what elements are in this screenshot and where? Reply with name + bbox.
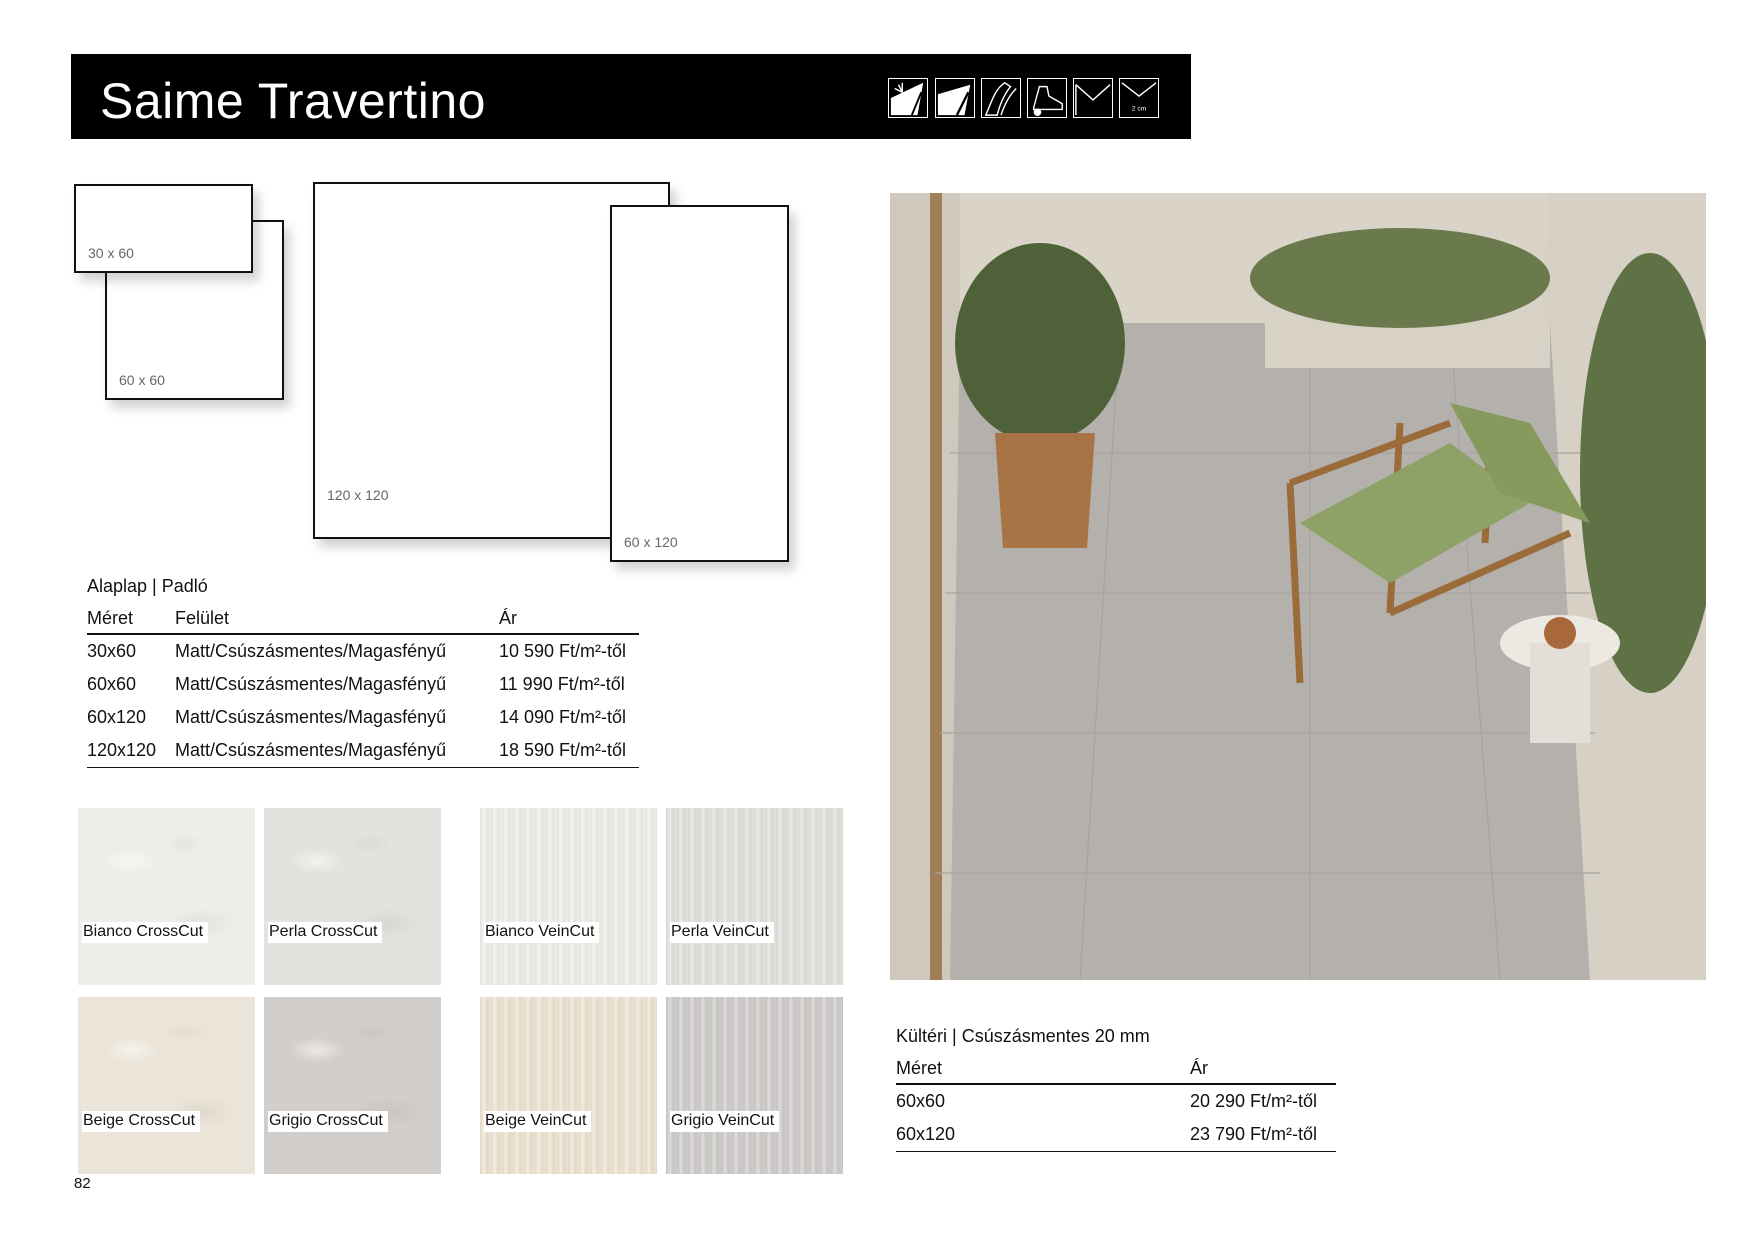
swatch-perla-crosscut[interactable]: [264, 808, 441, 985]
page-number: 82: [74, 1175, 91, 1192]
table-row: [87, 701, 639, 734]
outdoor-table-caption: Kültéri | Csúszásmentes 20 mm: [896, 1026, 1150, 1046]
size-cell: 60x120: [87, 707, 147, 727]
size-cell: 60x120: [896, 1118, 1190, 1152]
price-cell: 10 590 Ft/m²-től: [499, 641, 627, 661]
size-cell: 30x60: [87, 641, 137, 661]
column-header-size: Méret: [896, 1058, 1190, 1084]
size-cell: 60x60: [87, 674, 137, 694]
price-cell: 14 090 Ft/m²-től: [499, 707, 627, 727]
indoor-table-caption: Alaplap | Padló: [87, 576, 208, 596]
swatch-label: Bianco VeinCut: [484, 922, 599, 943]
table-row: [87, 668, 639, 701]
surface-cell: Matt/Csúszásmentes/Magasfényű: [175, 734, 499, 768]
swatch-label: Grigio VeinCut: [670, 1111, 779, 1132]
surface-cell: Matt/Csúszásmentes/Magasfényű: [175, 707, 447, 727]
swatch-label: Beige VeinCut: [484, 1111, 591, 1132]
surface-cell: Matt/Csúszásmentes/Magasfényű: [175, 641, 447, 661]
swatch-label: Beige CrossCut: [82, 1111, 200, 1132]
swatch-label: Grigio CrossCut: [268, 1111, 388, 1132]
swatch-label: Perla CrossCut: [268, 922, 382, 943]
column-header-size: Méret: [87, 608, 175, 634]
outdoor-icon: [1073, 78, 1113, 118]
size-cell: 60x60: [896, 1091, 946, 1111]
thickness-2cm-icon: [1119, 78, 1159, 118]
patio-photo: [890, 193, 1706, 980]
swatch-beige-veincut[interactable]: [480, 997, 657, 1174]
price-cell: 23 790 Ft/m²-től: [1190, 1118, 1336, 1152]
tile-size-label: 60 x 60: [119, 372, 165, 388]
swatch-grigio-crosscut[interactable]: [264, 997, 441, 1174]
tile-size-label: 120 x 120: [327, 487, 389, 503]
polished-icon: [935, 78, 975, 118]
shoe-traction-icon: [1027, 78, 1067, 118]
table-row: [896, 1118, 1336, 1152]
swatch-label: Bianco CrossCut: [82, 922, 208, 943]
swatch-bianco-veincut[interactable]: [480, 808, 657, 985]
surface-cell: Matt/Csúszásmentes/Magasfényű: [175, 674, 447, 694]
column-header-price: Ár: [499, 608, 639, 634]
swatch-perla-veincut[interactable]: [666, 808, 843, 985]
slip-resistant-icon: [888, 78, 928, 118]
page-title: Saime Travertino: [100, 73, 486, 129]
indoor-price-table: [87, 608, 639, 768]
thickness-label: 2 cm: [1131, 105, 1147, 113]
tile-size-label: 30 x 60: [88, 245, 134, 261]
table-row: [896, 1084, 1336, 1118]
column-header-price: Ár: [1190, 1058, 1336, 1084]
tile-30x60: [74, 184, 253, 273]
price-cell: 18 590 Ft/m²-től: [499, 734, 639, 768]
price-cell: 11 990 Ft/m²-től: [499, 674, 625, 694]
price-cell: 20 290 Ft/m²-től: [1190, 1091, 1318, 1111]
swatch-label: Perla VeinCut: [670, 922, 774, 943]
table-row: [87, 734, 639, 768]
floor-icon: [981, 78, 1021, 118]
size-cell: 120x120: [87, 734, 175, 768]
tile-size-label: 60 x 120: [624, 534, 678, 550]
column-header-surface: Felület: [175, 608, 499, 634]
table-row: [87, 634, 639, 668]
swatch-grigio-veincut[interactable]: [666, 997, 843, 1174]
swatch-beige-crosscut[interactable]: [78, 997, 255, 1174]
outdoor-price-table: [896, 1058, 1336, 1152]
header-bar: [71, 54, 1191, 139]
swatch-bianco-crosscut[interactable]: [78, 808, 255, 985]
tile-60x120: [610, 205, 789, 562]
